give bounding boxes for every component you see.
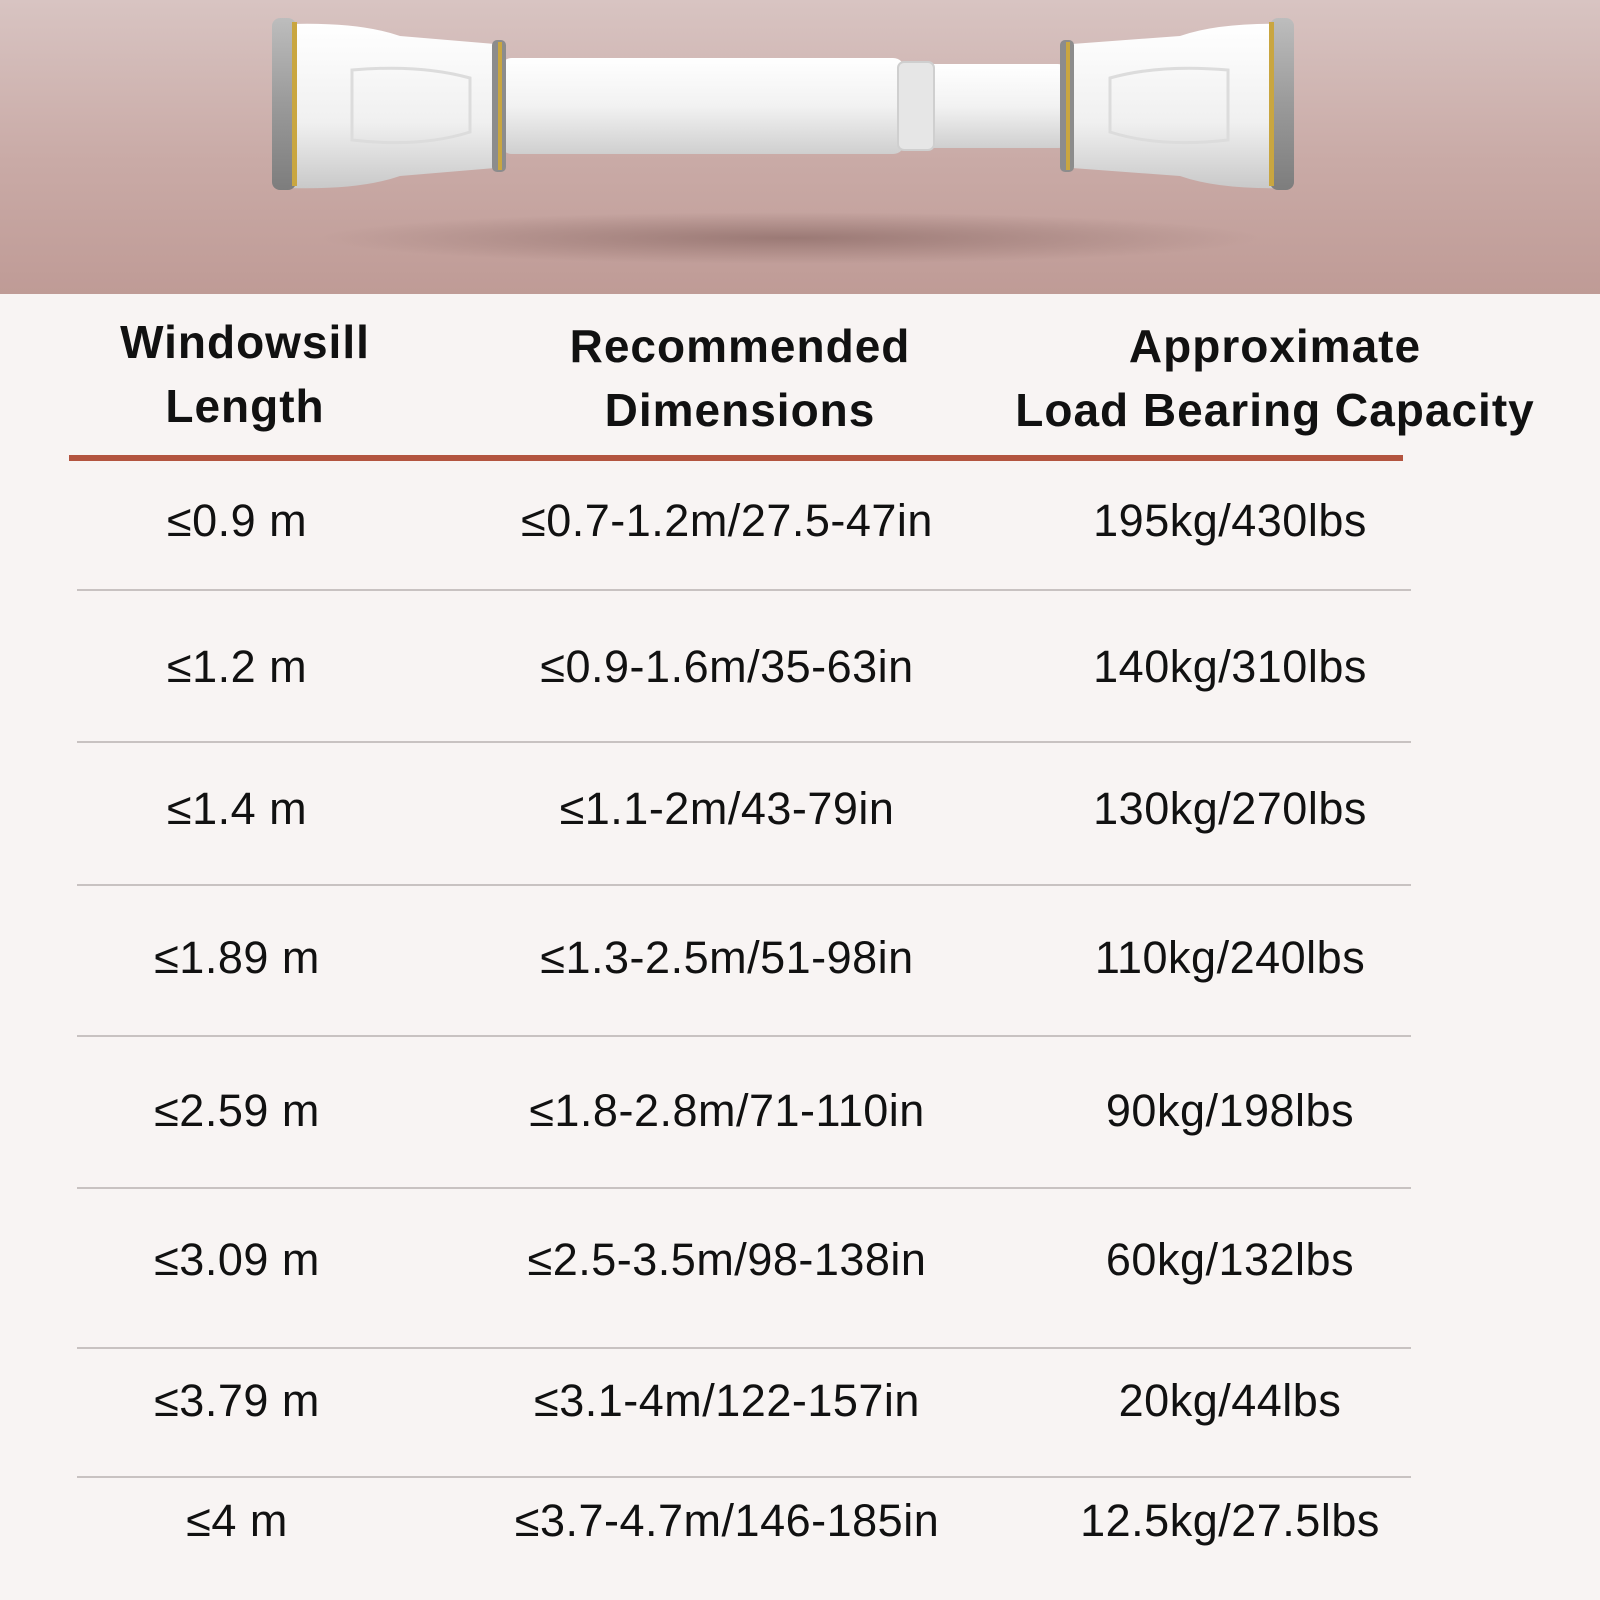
cell-dimensions: ≤1.1-2m/43-79in	[559, 783, 895, 834]
tension-rod-illustration	[0, 0, 1600, 294]
cell-length: ≤3.09 m	[154, 1234, 320, 1285]
cell-capacity: 20kg/44lbs	[1118, 1375, 1342, 1426]
row-divider	[77, 884, 1411, 886]
cell-length: ≤1.2 m	[166, 641, 308, 692]
cell-dimensions: ≤3.1-4m/122-157in	[534, 1375, 920, 1426]
cell-length: ≤4 m	[186, 1495, 288, 1546]
dimension-table	[0, 294, 1600, 1600]
cell-capacity: 12.5kg/27.5lbs	[1080, 1495, 1380, 1546]
cell-dimensions: ≤3.7-4.7m/146-185in	[514, 1495, 940, 1546]
row-divider	[77, 741, 1411, 743]
row-divider	[77, 1035, 1411, 1037]
header-recommended-dimensions: Recommended Dimensions	[569, 320, 911, 436]
cell-capacity: 195kg/430lbs	[1093, 495, 1367, 546]
cell-dimensions: ≤0.9-1.6m/35-63in	[540, 641, 914, 692]
row-divider	[77, 1476, 1411, 1478]
row-divider	[77, 1347, 1411, 1349]
cell-capacity: 130kg/270lbs	[1093, 783, 1367, 834]
cell-dimensions: ≤0.7-1.2m/27.5-47in	[521, 495, 933, 546]
header-windowsill-length: Windowsill Length	[120, 316, 370, 432]
cell-length: ≤3.79 m	[154, 1375, 320, 1426]
cell-capacity: 140kg/310lbs	[1093, 641, 1367, 692]
product-hero	[0, 0, 1600, 294]
cell-length: ≤0.9 m	[166, 495, 308, 546]
cell-dimensions: ≤2.5-3.5m/98-138in	[527, 1234, 927, 1285]
header-divider	[69, 455, 1403, 461]
cell-capacity: 60kg/132lbs	[1105, 1234, 1355, 1285]
cell-dimensions: ≤1.3-2.5m/51-98in	[540, 932, 914, 983]
cell-length: ≤2.59 m	[154, 1085, 320, 1136]
cell-capacity: 90kg/198lbs	[1105, 1085, 1355, 1136]
row-divider	[77, 589, 1411, 591]
cell-dimensions: ≤1.8-2.8m/71-110in	[529, 1085, 925, 1136]
cell-length: ≤1.4 m	[166, 783, 308, 834]
header-load-capacity: Approximate Load Bearing Capacity	[1015, 320, 1535, 436]
cell-capacity: 110kg/240lbs	[1094, 932, 1366, 983]
row-divider	[77, 1187, 1411, 1189]
cell-length: ≤1.89 m	[154, 932, 320, 983]
